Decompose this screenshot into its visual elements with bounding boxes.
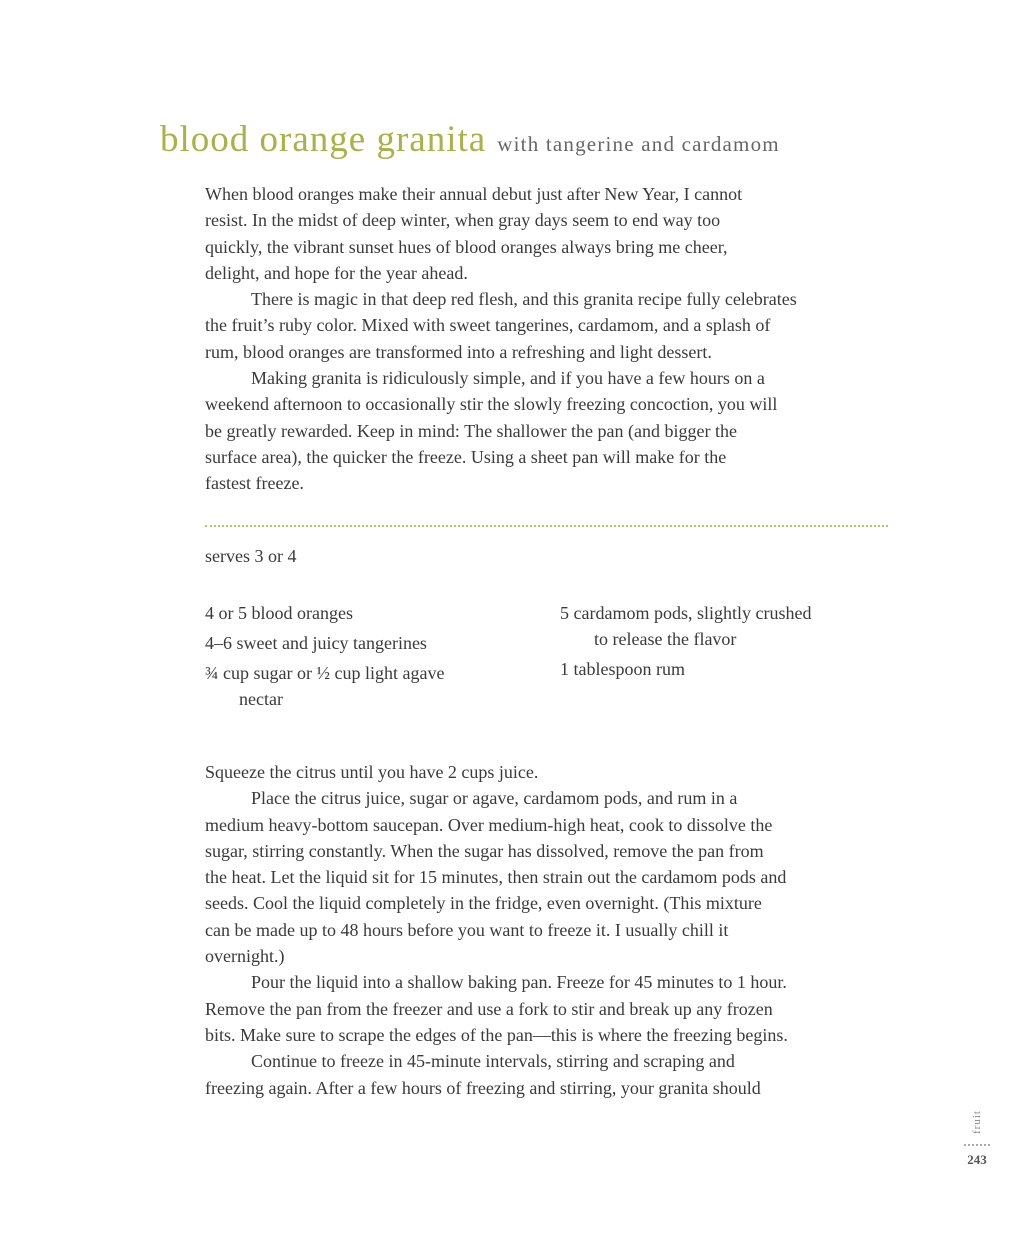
text-line: Continue to freeze in 45-minute intervals, stirring and scraping and [251, 1051, 735, 1072]
text-line: ¾ cup sugar or ½ cup light agave [205, 663, 445, 683]
ingredient-item [560, 600, 811, 652]
text-line: Place the citrus juice, sugar or agave, cardamom pods, and rum in a [251, 788, 738, 809]
ingredient-item [560, 656, 811, 682]
intro-text [205, 181, 895, 497]
text-line: 1 tablespoon rum [560, 659, 685, 679]
text-line: can be made up to 48 hours before you want to freeze it. I usually chill it [205, 919, 729, 940]
paragraph [205, 759, 895, 785]
text-line: nectar [239, 689, 283, 709]
recipe-subtitle: with tangerine and cardamom [497, 132, 780, 156]
text-line: 5 cardamom pods, slightly crushed [560, 603, 812, 623]
text-line: sugar, stirring constantly. When the sugar has dissolved, remove the pan from [205, 840, 764, 861]
text-line: the heat. Let the liquid sit for 15 minutes, then strain out the cardamom pods and [205, 867, 787, 888]
text-line: weekend afternoon to occasionally stir the slowly freezing concoction, you will [205, 394, 778, 415]
text-line: Squeeze the citrus until you have 2 cups juice. [205, 762, 539, 782]
text-line: medium heavy-bottom saucepan. Over medium-high heat, cook to dissolve the [205, 814, 773, 835]
text-line: There is magic in that deep red flesh, and this granita recipe fully celebrates [251, 289, 797, 310]
ingredient-item [205, 600, 444, 626]
dotted-divider [205, 525, 888, 527]
recipe-title [160, 118, 780, 161]
ingredients-left [205, 600, 444, 716]
ingredients-right [560, 600, 811, 686]
text-line: 4–6 sweet and juicy tangerines [205, 633, 427, 653]
paragraph [205, 785, 895, 969]
text-line: rum, blood oranges are transformed into a refreshing and light dessert. [205, 341, 712, 362]
section-name: fruit [970, 1110, 983, 1134]
text-line: quickly, the vibrant sunset hues of blood oranges always bring me cheer, [205, 236, 728, 257]
ingredient-item [205, 660, 444, 712]
paragraph [205, 969, 895, 1048]
text-line: Remove the pan from the freezer and use a fork to stir and break up any frozen [205, 998, 773, 1019]
text-line: surface area), the quicker the freeze. Using a sheet pan will make for the [205, 446, 727, 467]
ingredient-item [205, 630, 444, 656]
text-line: overnight.) [205, 946, 285, 967]
recipe-title-main: blood orange granita [160, 119, 487, 160]
text-line: bits. Make sure to scrape the edges of the pan—this is where the freezing begins. [205, 1024, 788, 1045]
text-line: delight, and hope for the year ahead. [205, 262, 468, 283]
folio [962, 1108, 992, 1168]
method-text [205, 759, 895, 1101]
text-line: the fruit’s ruby color. Mixed with sweet tangerines, cardamom, and a splash of [205, 315, 771, 336]
paragraph [205, 365, 895, 496]
paragraph [205, 181, 895, 286]
paragraph [205, 1048, 895, 1101]
text-line: seeds. Cool the liquid completely in the fridge, even overnight. (This mixture [205, 893, 762, 914]
serves: serves 3 or 4 [205, 546, 297, 566]
text-line: fastest freeze. [205, 473, 304, 494]
text-line: be greatly rewarded. Keep in mind: The shallower the pan (and bigger the [205, 420, 737, 441]
page-number: 243 [967, 1152, 987, 1167]
text-line: freezing again. After a few hours of freezing and stirring, your granita should [205, 1077, 761, 1098]
text-line: resist. In the midst of deep winter, when gray days seem to end way too [205, 210, 721, 231]
folio-dots [964, 1144, 990, 1146]
text-line: Pour the liquid into a shallow baking pan. Freeze for 45 minutes to 1 hour. [251, 972, 787, 993]
paragraph [205, 286, 895, 365]
text-line: Making granita is ridiculously simple, and if you have a few hours on a [251, 368, 765, 389]
text-line: 4 or 5 blood oranges [205, 603, 353, 623]
text-line: When blood oranges make their annual debut just after New Year, I cannot [205, 184, 743, 204]
text-line: to release the flavor [594, 629, 737, 649]
